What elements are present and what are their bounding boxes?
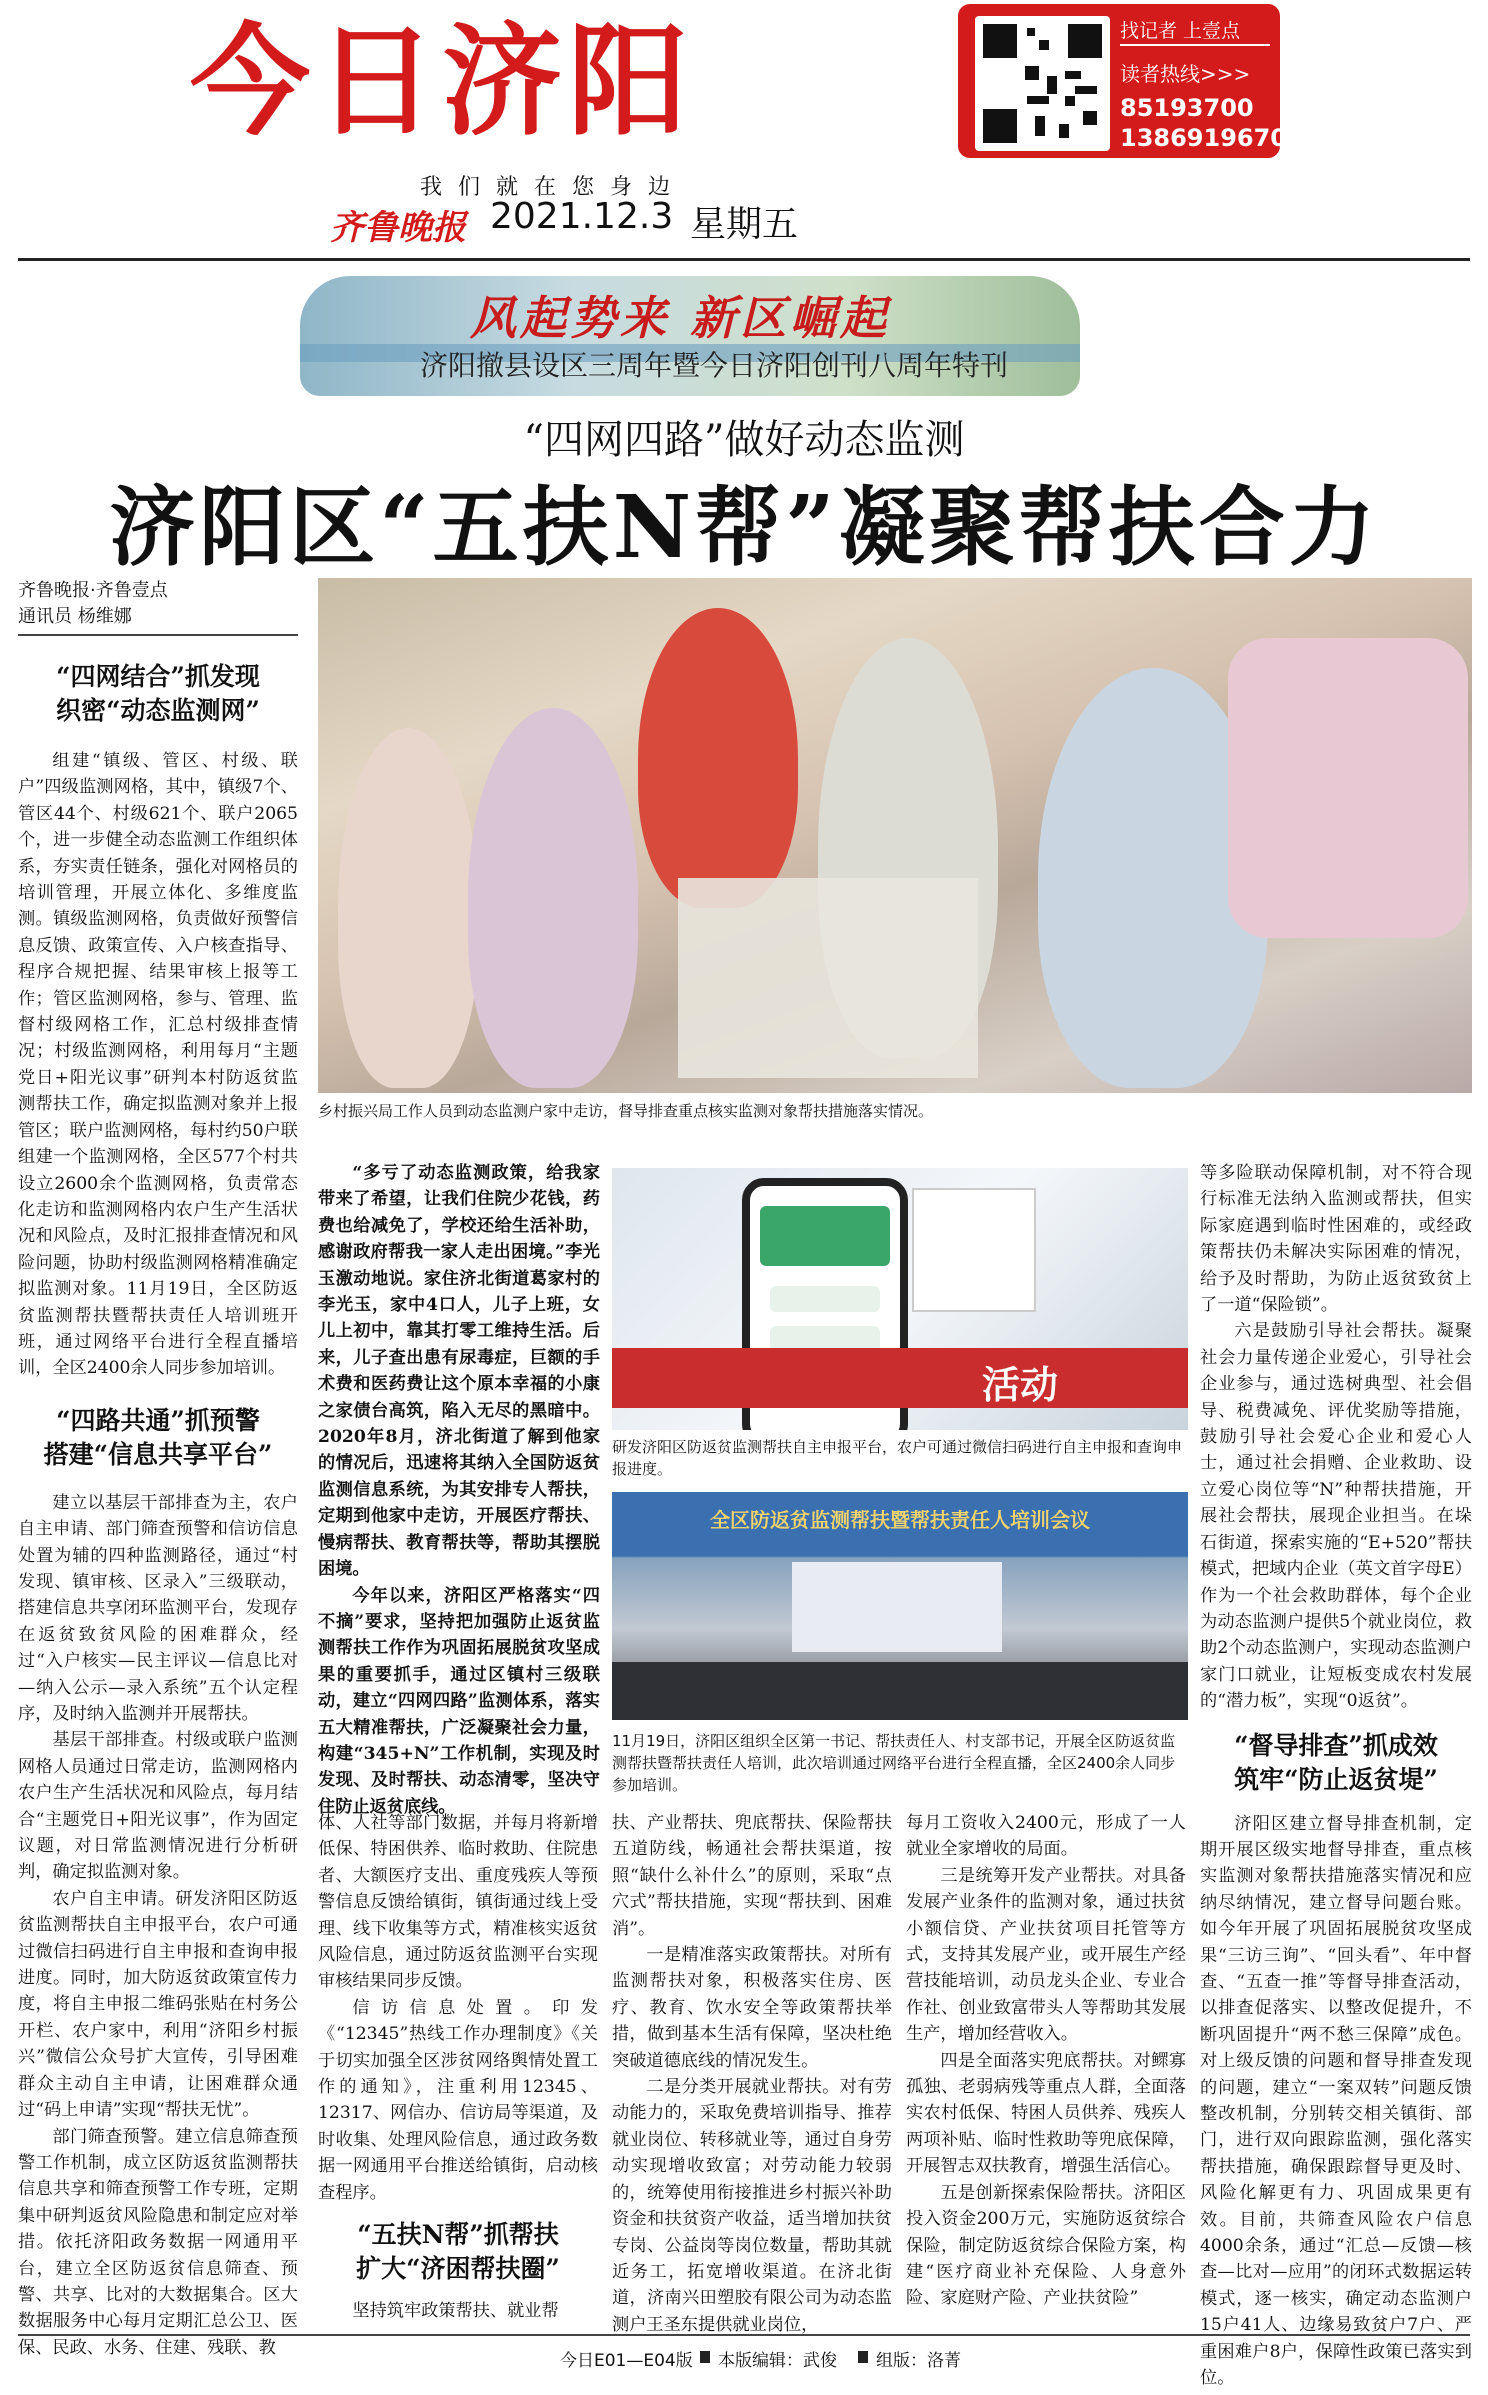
app-button: [770, 1286, 880, 1312]
column-1: [18, 660, 298, 2361]
qr-module: [1027, 96, 1049, 104]
app-header: [760, 1206, 890, 1266]
hotline-phone-1: 85193700: [1120, 94, 1254, 122]
qr-module: [1039, 40, 1049, 50]
footer-editor: 本版编辑：武俊: [718, 2351, 837, 2371]
byline-source: 齐鲁晚报·齐鲁壹点: [18, 580, 168, 601]
paragraph: 等多险联动保障机制，对不符合现行标准无法纳入监测或帮扶，但实际家庭遇到临时性困难的，或经政策帮扶仍未解决实际困难的情况，给予及时帮助，为防止返贫致贫上了一道“保险锁”。: [1200, 1163, 1472, 1316]
footer-layout: 组版：洛菁: [876, 2351, 961, 2371]
masthead-title: 今日济阳: [190, 13, 694, 152]
paragraph: 组建“镇级、管区、村级、联户”四级监测网格，其中，镇级7个、管区44个、村级621个、联户2065个，进一步健全动态监测工作组织体系，夯实责任链条，强化对网格员的培训管理，开展立体化、多维度监测。镇级监测网格，负责做好预警信息反馈、政策宣传、入户核查指导、程序合规把握、结果审核上报等工作；管区监测网格，参与、管理、监督村级网格工作，汇总村级排查情况；村级监测网格，利用每月“主题党日+阳光议事”研判本村防返贫监测帮扶工作，确定拟监测对象并上报管区；联户监测网格，每村约50户联组建一个监测网格，全区577个村共设立2600余个监测网格，负责常态化走访和监测网格内农户生产生活状况和风险点，及时汇报排查情况和风险问题，协助村级监测网格精准确定拟监测对象。11月19日，全区防返贫监测帮扶暨帮扶责任人培训班开班，通过网络平台进行全程直播培训，全区2400余人同步参加培训。: [18, 751, 298, 1379]
paragraph: “多亏了动态监测政策，给我家带来了希望，让我们住院少花钱，药费也给减免了，学校还给生活补助，感谢政府帮我一家人走出困境。”李光玉激动地说。家住济北街道葛家村的李光玉，家中4口人，儿子上班，女儿上初中，靠其打零工维持生活。后来，儿子查出患有尿毒症，巨额的手术费和医药费让这个原本幸福的小康之家债台高筑，陷入无尽的黑暗中。2020年8月，济北街道了解到他家的情况后，迅速将其纳入全国防返贫监测信息系统，为其安排专人帮扶，定期到他家中走访，开展医疗帮扶、慢病帮扶、教育帮扶等，帮助其摆脱困境。: [318, 1163, 600, 1580]
paragraph: 四是全面落实兜底帮扶。对鳏寡孤独、老弱病残等重点人群，全面落实农村低保、特困人员供养、残疾人两项补贴、临时性救助等兜底保障，开展智志双扶教育，增强生活信心。: [906, 2050, 1186, 2177]
column-2-bottom: [318, 1810, 598, 2325]
column-3-bottom: [612, 1810, 892, 2338]
byline: [18, 578, 168, 630]
main-photo-caption: 乡村振兴局工作人员到动态监测户家中走访，督导排查重点核实监测对象帮扶措施落实情况。: [318, 1102, 934, 1120]
paragraph: 部门筛查预警。建立信息筛查预警工作机制，成立区防返贫监测帮扶信息共享和筛查预警工作专班，定期集中研判返贫风险隐患和制定应对举措。依托济阳政务数据一网通用平台，建立全区防返贫信息筛查、预警、共享、比对的大数据集合。区大数据服务中心每月定期汇总公卫、医保、民政、水务、住建、残联、教: [18, 2126, 298, 2358]
qr-module: [1027, 28, 1035, 36]
paragraph: 三是统筹开发产业帮扶。对具备发展产业条件的监测对象，通过扶贫小额信贷、产业扶贫项目托管等方式，支持其发展产业，或开展生产经营技能培训，动员龙头企业、专业合作社、创业致富带头人等帮助其发展生产，增加经营收入。: [906, 1865, 1186, 2045]
meeting-screen: [792, 1562, 1002, 1652]
section-heading-5-line1: “督导排查”抓成效: [1234, 1730, 1438, 1760]
meeting-photo-caption: 11月19日，济阳区组织全区第一书记、帮扶责任人、村支部书记，开展全区防返贫监测帮扶暨帮扶责任人培训，此次培训通过网络平台进行全程直播，全区2400余人同步参加培训。: [612, 1732, 1176, 1794]
column-4-bottom: [906, 1810, 1186, 2312]
paragraph: 农户自主申请。研发济阳区防返贫监测帮扶自主申报平台，农户可通过微信扫码进行自主申报和查询申报进度。同时，加大防返贫政策宣传力度，将自主申报二维码张贴在村务公开栏、农户家中，利用“济阳乡村振兴”微信公众号扩大宣传，引导困难群众主动自主申请，让困难群众通过“码上申请”实现“帮扶无忧”。: [18, 1888, 298, 2121]
hotline-phone-2: 13869196706: [1120, 124, 1304, 152]
issue-date: 2021.12.3: [490, 196, 674, 237]
paragraph: 建立以基层干部排查为主，农户自主申请、部门筛查预警和信访信息处置为辅的四种监测路径，通过“村发现、镇审核、区录入”三级联动，搭建信息共享闭环监测平台，发现存在返贫致贫风险的困难群众，经过“入户核实—民主评议—信息比对—纳入公示—录入系统”五个认定程序，及时纳入监测并开展帮扶。: [18, 1492, 298, 1724]
footer-rule: [18, 2334, 1470, 2336]
article-kicker: “四网四路”做好动态监测: [523, 417, 965, 463]
contact-line: 找记者 上壹点: [1120, 20, 1241, 42]
section-heading-2: [18, 1404, 298, 1472]
footer-square-icon: [700, 2351, 710, 2363]
section-heading-3-line1: “五扶N帮”抓帮扶: [357, 2220, 559, 2250]
paragraph: 基层干部排查。村级或联户监测网格人员通过日常走访，监测网格内农户生产生活状况和风险点，每月结合“主题党日+阳光议事”，作为固定议题，对日常监测情况进行分析研判，确定拟监测对象。: [18, 1730, 298, 1883]
photo-person: [338, 728, 478, 1088]
masthead-rule: [18, 258, 1470, 261]
qr-code-icon: [912, 1188, 1036, 1312]
main-photo: [318, 578, 1472, 1093]
section-heading-2-line1: “四路共通”抓预警: [56, 1405, 260, 1435]
qr-module: [1047, 76, 1057, 94]
banner-main-title: 风起势来 新区崛起: [470, 291, 891, 345]
article-headline: 济阳区“五扶N帮”凝聚帮扶合力: [109, 477, 1379, 578]
qr-code-icon[interactable]: [975, 16, 1110, 151]
meeting-photo: [612, 1492, 1188, 1720]
poster-text: 活动: [982, 1363, 1059, 1407]
poster-red-strip: [612, 1348, 1188, 1408]
qr-module: [1065, 96, 1075, 106]
meeting-banner-text: 全区防返贫监测帮扶暨帮扶责任人培训会议: [710, 1508, 1090, 1532]
photo-person: [468, 708, 638, 1088]
paper-name-logo: 齐鲁晚报: [330, 208, 466, 248]
section-heading-5: [1200, 1729, 1472, 1797]
section-heading-2-line2: 搭建“信息共享平台”: [43, 1439, 273, 1469]
column-2-top: [318, 1160, 600, 1820]
masthead-slogan: 我们就在您身边: [420, 175, 687, 200]
paragraph: 体、人社等部门数据，并每月将新增低保、特困供养、临时救助、住院患者、大额医疗支出、重度残疾人等预警信息反馈给镇街，镇街通过线上受理、线下收集等方式，精准核实返贫风险信息，通过防返贫监测平台实现审核结果同步反馈。: [318, 1813, 598, 1992]
footer-square-icon: [858, 2351, 868, 2363]
section-heading-3-line2: 扩大“济困帮扶圈”: [356, 2254, 560, 2284]
contact-divider: [1120, 44, 1270, 46]
byline-rule: [18, 634, 298, 636]
qr-module: [1025, 66, 1039, 80]
photo-table: [678, 878, 978, 1078]
qr-module: [983, 109, 1017, 143]
column-5: [1200, 1160, 1472, 2391]
app-photo: [612, 1168, 1188, 1430]
paragraph: 一是精准落实政策帮扶。对所有监测帮扶对象，积极落实住房、医疗、教育、饮水安全等政策帮扶举措，做到基本生活有保障，坚决杜绝突破道德底线的情况发生。: [612, 1945, 892, 2071]
photo-sofa: [1228, 638, 1468, 938]
paragraph: 五是创新探索保险帮扶。济阳区投入资金200万元，实施防返贫综合保险，制定防返贫综合保险方案，构建“医疗商业补充保险、人身意外险、家庭财产险、产业扶贫险”: [906, 2182, 1186, 2309]
issue-weekday: 星期五: [690, 204, 799, 245]
paragraph: 信访信息处置。印发《“12345”热线工作办理制度》《关于切实加强全区涉贫网络舆情处置工作的通知》，注重利用12345、12317、网信办、信访局等渠道，及时收集、处理风险信息，通过政务数据一网通用平台推送给镇街，启动核查程序。: [318, 1997, 598, 2203]
qr-module: [1065, 71, 1081, 79]
section-heading-3: [318, 2218, 598, 2286]
qr-module: [1068, 24, 1102, 58]
paragraph: 济阳区建立督导排查机制，定期开展区级实地督导排查，重点核实监测对象帮扶措施落实情况和应纳尽纳情况，建立督导问题台账。如今年开展了巩固拓展脱贫攻坚成果“三访三询”、“回头看”、年中督查、“五查一推”等督导排查活动，以排查促落实、以整改促提升，不断巩固提升“两不愁三保障”成色。对上级反馈的问题和督导排查发现的问题，建立“一案双转”问题反馈整改机制，分别转交相关镇街、部门，进行双向跟踪监测，强化落实帮扶措施，确保跟踪督导更及时、风险化解更有力、巩固成果更有效。目前，共筛查风险农户信息4000余条，通过“汇总—反馈—核查—比对—应用”的闭环式数据运转模式，逐一核实，确定动态监测户15户41人、边缘易致贫户7户、严重困难户8户，保障性政策已落实到位。: [1200, 1813, 1472, 2389]
paragraph: 坚持筑牢政策帮扶、就业帮: [352, 2301, 559, 2322]
byline-author: 通讯员 杨维娜: [18, 606, 132, 627]
paragraph: 二是分类开展就业帮扶。对有劳动能力的，采取免费培训指导、推荐就业岗位、转移就业等，通过自身劳动实现增收致富；对劳动能力较弱的，统筹使用衔接推进乡村振兴补助资金和扶贫资产收益，适当增加扶贫专岗、公益岗等岗位数量，帮助其就近务工，拓宽增收渠道。在济北街道，济南兴田塑胶有限公司为动态监测户王圣东提供就业岗位，: [612, 2077, 892, 2335]
banner-subtitle: 济阳撤县设区三周年暨今日济阳创刊八周年特刊: [420, 349, 1009, 382]
section-heading-1: [18, 660, 298, 728]
qr-module: [1075, 86, 1097, 94]
footer-pages: 今日E01—E04版: [560, 2351, 693, 2371]
paragraph: 扶、产业帮扶、兜底帮扶、保险帮扶五道防线，畅通社会帮扶渠道，按照“缺什么补什么”的原则，采取“点穴式”帮扶措施，实现“帮扶到、困难消”。: [612, 1813, 892, 1939]
meeting-audience: [612, 1662, 1188, 1720]
paragraph: 今年以来，济阳区严格落实“四不摘”要求，坚持把加强防止返贫监测帮扶工作作为巩固拓展脱贫攻坚成果的重要抓手，通过区镇村三级联动，建立“四网四路”监测体系，落实五大精准帮扶，广泛凝聚社会力量，构建“345+N”工作机制，实现及时发现、及时帮扶、动态清零，坚决守住防止返贫底线。: [318, 1585, 600, 1817]
app-photo-caption: 研发济阳区防返贫监测帮扶自主申报平台，农户可通过微信扫码进行自主申报和查询申报进度。: [612, 1438, 1183, 1478]
qr-module: [1059, 124, 1069, 138]
qr-module: [983, 24, 1017, 58]
qr-module: [1035, 116, 1045, 136]
photo-person: [638, 608, 798, 908]
section-heading-5-line2: 筑牢“防止返贫堤”: [1234, 1764, 1438, 1794]
section-heading-1-line1: “四网结合”抓发现: [56, 662, 260, 691]
section-heading-1-line2: 织密“动态监测网”: [56, 696, 260, 725]
qr-module: [1083, 111, 1097, 125]
paragraph: 六是鼓励引导社会帮扶。凝聚社会力量传递企业爱心，引导社会企业参与，通过选树典型、社会倡导、税费减免、评优奖励等措施，鼓励引导社会爱心企业和爱心人士，通过社会捐赠、企业救助、设立爱心岗位等“N”种帮扶措施，开展社会帮扶，展现企业担当。在垛石街道，探索实施的“E+520”帮扶模式，把域内企业（英文首字母E）作为一个社会救助群体，每个企业为动态监测户提供5个就业岗位，救助2个动态监测户，实现动态监测户家门口就业，让短板变成农村发展的“潜力板”，实现“0返贫”。: [1200, 1321, 1472, 1712]
paragraph: 每月工资收入2400元，形成了一人就业全家增收的局面。: [906, 1813, 1186, 1860]
hotline-label: 读者热线>>>: [1120, 62, 1251, 86]
